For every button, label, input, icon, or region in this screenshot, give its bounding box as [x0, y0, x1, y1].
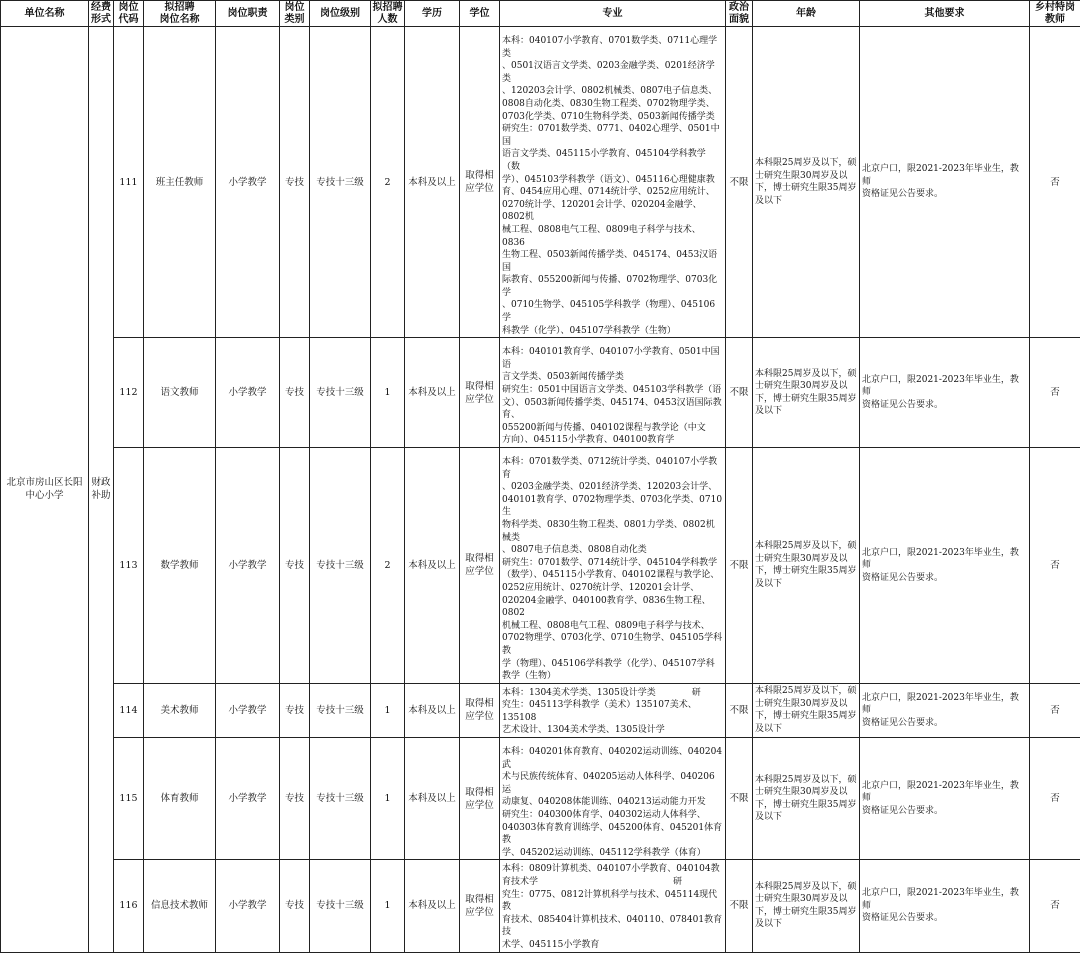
rural-teacher-cell: 否: [1030, 27, 1080, 338]
post-code-cell: 111: [114, 27, 144, 338]
age-cell: 本科限25周岁及以下，硕 士研究生限30周岁及以 下，博士研究生限35周岁 及以下: [753, 738, 860, 860]
post-name-cell: 数学教师: [144, 448, 216, 684]
header-funding: 经费 形式: [89, 1, 114, 27]
post-count-cell: 2: [371, 27, 405, 338]
post-name-cell: 信息技术教师: [144, 860, 216, 952]
education-cell: 本科及以上: [405, 683, 460, 737]
post-count-cell: 1: [371, 860, 405, 952]
post-level-cell: 专技十三级: [310, 860, 371, 952]
unit-name-cell: 北京市房山区长阳 中心小学: [1, 27, 89, 953]
post-category-cell: 专技: [280, 738, 310, 860]
education-cell: 本科及以上: [405, 860, 460, 952]
rural-teacher-cell: 否: [1030, 738, 1080, 860]
header-count: 拟招聘 人数: [371, 1, 405, 27]
degree-cell: 取得相 应学位: [460, 860, 500, 952]
post-duty-cell: 小学教学: [216, 338, 280, 448]
header-major: 专业: [500, 1, 726, 27]
header-unit: 单位名称: [1, 1, 89, 27]
rural-teacher-cell: 否: [1030, 338, 1080, 448]
age-cell: 本科限25周岁及以下，硕 士研究生限30周岁及以 下，博士研究生限35周岁 及以下: [753, 338, 860, 448]
header-rural: 乡村特岗 教师: [1030, 1, 1080, 27]
major-cell: 本科：040101教育学、040107小学教育、0501中国语 言文学类、0503新闻传播学类 研究生：0501中国语言文学类、045103学科教学（语 文）、0503新闻传播学类、045174、0453汉语国际教育、 055200新闻与传播、040102课程与教学论（中文 方向）、045115小学教育、040100教育学: [500, 338, 726, 448]
post-duty-cell: 小学教学: [216, 860, 280, 952]
post-duty-cell: 小学教学: [216, 683, 280, 737]
header-duty: 岗位职责: [216, 1, 280, 27]
table-row: [1, 338, 1080, 448]
post-name-cell: 美术教师: [144, 683, 216, 737]
other-requirements-cell: 北京户口，限2021-2023年毕业生，教师 资格证见公告要求。: [860, 448, 1030, 684]
header-post-name: 拟招聘 岗位名称: [144, 1, 216, 27]
header-level: 岗位级别: [310, 1, 371, 27]
degree-cell: 取得相 应学位: [460, 338, 500, 448]
post-count-cell: 1: [371, 338, 405, 448]
header-row: [1, 1, 1080, 27]
post-level-cell: 专技十三级: [310, 738, 371, 860]
post-count-cell: 1: [371, 683, 405, 737]
major-cell: 本科：0701数学类、0712统计学类、040107小学教育 、0203金融学类、0201经济学类、120203会计学、 040101教育学、0702物理学类、0703化学类、0710生 物科学类、0830生物工程类、0801力学类、0802机械类 、0807电子信息类、0808自动化类 研究生：0701数学、0714统计学、045104学科教学 （数学）、045115小学教育、040102课程与教学论、 0252应用统计、0270统计学、120201会计学、 020204金融学、040100教育学、0836生物工程、0802 机械工程、0808电气工程、0809电子科学与技术、 0702物理学、0703化学、0710生物学、045105学科教 学（物理）、045106学科教学（化学）、045107学科 教学（生物）: [500, 448, 726, 684]
funding-type-cell: 财政 补助: [89, 27, 114, 953]
post-count-cell: 1: [371, 738, 405, 860]
post-category-cell: 专技: [280, 27, 310, 338]
post-category-cell: 专技: [280, 683, 310, 737]
table-row: [1, 860, 1080, 952]
post-code-cell: 113: [114, 448, 144, 684]
age-cell: 本科限25周岁及以下，硕 士研究生限30周岁及以 下，博士研究生限35周岁 及以下: [753, 27, 860, 338]
age-cell: 本科限25周岁及以下，硕 士研究生限30周岁及以 下，博士研究生限35周岁 及以下: [753, 860, 860, 952]
post-level-cell: 专技十三级: [310, 683, 371, 737]
other-requirements-cell: 北京户口，限2021-2023年毕业生，教师 资格证见公告要求。: [860, 738, 1030, 860]
political-cell: 不限: [726, 738, 753, 860]
post-duty-cell: 小学教学: [216, 27, 280, 338]
header-other: 其他要求: [860, 1, 1030, 27]
post-category-cell: 专技: [280, 448, 310, 684]
rural-teacher-cell: 否: [1030, 860, 1080, 952]
post-code-cell: 116: [114, 860, 144, 952]
political-cell: 不限: [726, 448, 753, 684]
major-cell: 本科：040107小学教育、0701数学类、0711心理学类 、0501汉语言文学类、0203金融学类、0201经济学类 、120203会计学、0802机械类、0807电子信息类、 0808自动化类、0830生物工程类、0702物理学类、 0703化学类、0710生物科学类、0503新闻传播学类 研究生：0701数学类、0771、0402心理学、0501中国 语言文学类、045115小学教育、045104学科教学（数 学）、045103学科教学（语文）、045116心理健康教 育、0454应用心理、0714统计学、0252应用统计、 0270统计学、120201会计学、020204金融学、0802机 械工程、0808电气工程、0809电子科学与技术、0836 生物工程、0503新闻传播学类、045174、0453汉语国 际教育、055200新闻与传播、0702物理学、0703化学 、0710生物学、045105学科教学（物理）、045106学 科教学（化学）、045107学科教学（生物）: [500, 27, 726, 338]
education-cell: 本科及以上: [405, 27, 460, 338]
post-level-cell: 专技十三级: [310, 27, 371, 338]
education-cell: 本科及以上: [405, 338, 460, 448]
table-row: [1, 683, 1080, 737]
post-code-cell: 115: [114, 738, 144, 860]
post-name-cell: 班主任教师: [144, 27, 216, 338]
education-cell: 本科及以上: [405, 738, 460, 860]
degree-cell: 取得相 应学位: [460, 683, 500, 737]
post-name-cell: 体育教师: [144, 738, 216, 860]
major-cell: 本科：1304美术学类、1305设计学类 研 究生：045113学科教学（美术）135107美术、135108 艺术设计、1304美术学类、1305设计学: [500, 683, 726, 737]
post-level-cell: 专技十三级: [310, 448, 371, 684]
other-requirements-cell: 北京户口，限2021-2023年毕业生，教师 资格证见公告要求。: [860, 338, 1030, 448]
post-name-cell: 语文教师: [144, 338, 216, 448]
political-cell: 不限: [726, 338, 753, 448]
post-count-cell: 2: [371, 448, 405, 684]
major-cell: 本科：0809计算机类、040107小学教育、040104教 育技术学 研 究生：0775、0812计算机科学与技术、045114现代教 育技术、085404计算机技术、040110、078401教育技 术学、045115小学教育: [500, 860, 726, 952]
header-degree: 学位: [460, 1, 500, 27]
post-code-cell: 112: [114, 338, 144, 448]
degree-cell: 取得相 应学位: [460, 738, 500, 860]
table-row: [1, 738, 1080, 860]
table-row: [1, 27, 1080, 338]
other-requirements-cell: 北京户口，限2021-2023年毕业生，教师 资格证见公告要求。: [860, 27, 1030, 338]
other-requirements-cell: 北京户口，限2021-2023年毕业生，教师 资格证见公告要求。: [860, 683, 1030, 737]
post-duty-cell: 小学教学: [216, 448, 280, 684]
major-cell: 本科：040201体育教育、040202运动训练、040204武 术与民族传统体育、040205运动人体科学、040206运 动康复、040208体能训练、040213运动能力开发 研究生：040300体育学、040302运动人体科学、 040303体育教育训练学、045200体育、045201体育教 学、045202运动训练、045112学科教学（体育）: [500, 738, 726, 860]
table-row: [1, 448, 1080, 684]
other-requirements-cell: 北京户口，限2021-2023年毕业生，教师 资格证见公告要求。: [860, 860, 1030, 952]
political-cell: 不限: [726, 27, 753, 338]
political-cell: 不限: [726, 683, 753, 737]
post-category-cell: 专技: [280, 338, 310, 448]
post-duty-cell: 小学教学: [216, 738, 280, 860]
header-political: 政治 面貌: [726, 1, 753, 27]
degree-cell: 取得相 应学位: [460, 448, 500, 684]
degree-cell: 取得相 应学位: [460, 27, 500, 338]
header-age: 年龄: [753, 1, 860, 27]
post-level-cell: 专技十三级: [310, 338, 371, 448]
rural-teacher-cell: 否: [1030, 448, 1080, 684]
rural-teacher-cell: 否: [1030, 683, 1080, 737]
post-category-cell: 专技: [280, 860, 310, 952]
age-cell: 本科限25周岁及以下，硕 士研究生限30周岁及以 下，博士研究生限35周岁 及以下: [753, 448, 860, 684]
header-education: 学历: [405, 1, 460, 27]
age-cell: 本科限25周岁及以下，硕 士研究生限30周岁及以 下，博士研究生限35周岁 及以下: [753, 683, 860, 737]
header-category: 岗位 类别: [280, 1, 310, 27]
post-code-cell: 114: [114, 683, 144, 737]
political-cell: 不限: [726, 860, 753, 952]
education-cell: 本科及以上: [405, 448, 460, 684]
header-code: 岗位 代码: [114, 1, 144, 27]
